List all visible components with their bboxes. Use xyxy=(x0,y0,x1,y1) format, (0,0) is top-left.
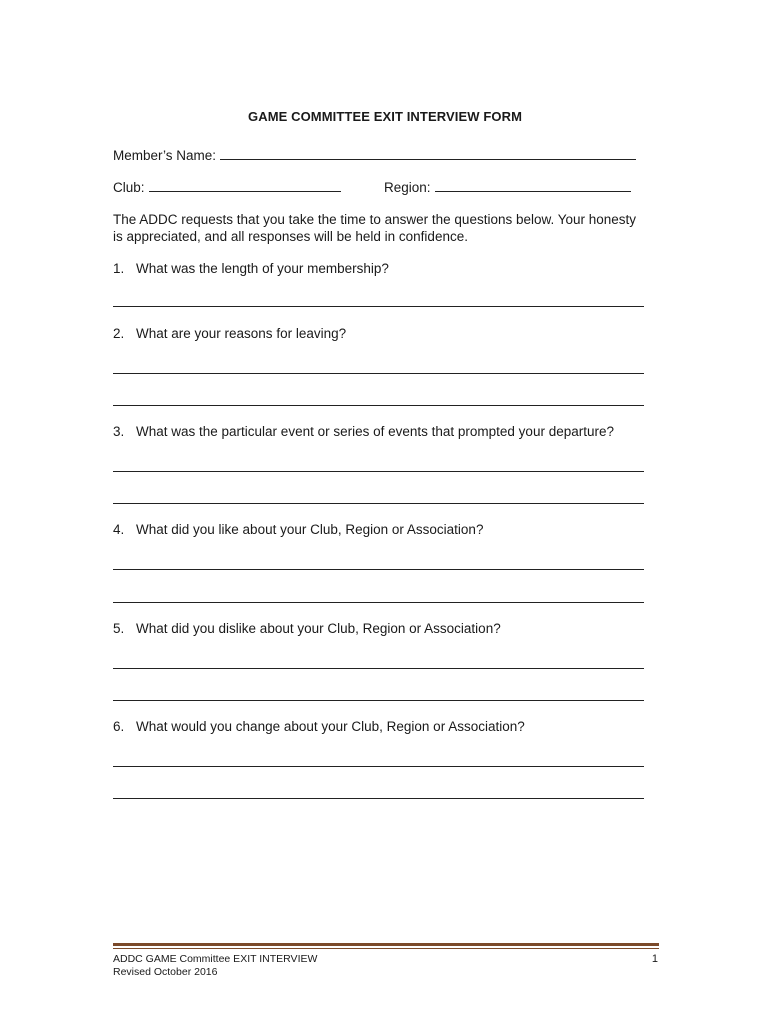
region-label: Region: xyxy=(384,180,431,195)
question-number: 1. xyxy=(113,261,125,276)
answer-line-2a[interactable] xyxy=(113,373,644,374)
answer-line-4b[interactable] xyxy=(113,602,644,603)
question-text: What did you like about your Club, Region or Association? xyxy=(136,522,484,537)
footer-rule-thin xyxy=(113,948,659,949)
intro-line-1: The ADDC requests that you take the time to answer the questions below. Your honesty xyxy=(113,212,637,227)
form-title: GAME COMMITTEE EXIT INTERVIEW FORM xyxy=(248,109,522,124)
footer-rule xyxy=(113,943,659,946)
question-6 xyxy=(113,719,525,734)
question-text: What did you dislike about your Club, Region or Association? xyxy=(136,621,501,636)
question-5 xyxy=(113,621,501,636)
question-number: 2. xyxy=(113,326,125,341)
footer-info xyxy=(113,953,317,979)
question-number: 4. xyxy=(113,522,125,537)
answer-line-6b[interactable] xyxy=(113,798,644,799)
members-name-label: Member’s Name: xyxy=(113,148,217,163)
members-name-field[interactable] xyxy=(220,145,636,160)
question-text: What are your reasons for leaving? xyxy=(136,326,347,341)
question-4 xyxy=(113,522,483,537)
question-number: 3. xyxy=(113,424,125,439)
question-number: 6. xyxy=(113,719,125,734)
question-text: What was the length of your membership? xyxy=(136,261,389,276)
question-text: What was the particular event or series of events that prompted your departure? xyxy=(136,424,614,439)
club-label: Club: xyxy=(113,180,145,195)
answer-line-3a[interactable] xyxy=(113,471,644,472)
question-number: 5. xyxy=(113,621,125,636)
question-3 xyxy=(113,424,614,439)
question-2 xyxy=(113,326,346,341)
intro-line-2: is appreciated, and all responses will be held in confidence. xyxy=(113,229,468,244)
answer-line-1a[interactable] xyxy=(113,306,644,307)
members-name-row xyxy=(113,145,636,163)
answer-line-3b[interactable] xyxy=(113,503,644,504)
region-field[interactable] xyxy=(435,177,631,192)
answer-line-2b[interactable] xyxy=(113,405,644,406)
footer-doc-title: ADDC GAME Committee EXIT INTERVIEW xyxy=(113,953,318,965)
question-text: What would you change about your Club, Region or Association? xyxy=(136,719,525,734)
question-1 xyxy=(113,261,389,276)
page-number: 1 xyxy=(651,953,658,965)
answer-line-6a[interactable] xyxy=(113,766,644,767)
answer-line-5b[interactable] xyxy=(113,700,644,701)
answer-line-4a[interactable] xyxy=(113,569,644,570)
club-field[interactable] xyxy=(149,177,341,192)
region-row xyxy=(384,177,631,195)
answer-line-5a[interactable] xyxy=(113,668,644,669)
footer-revised: Revised October 2016 xyxy=(113,966,218,978)
club-row xyxy=(113,177,341,195)
intro-paragraph xyxy=(113,211,673,245)
